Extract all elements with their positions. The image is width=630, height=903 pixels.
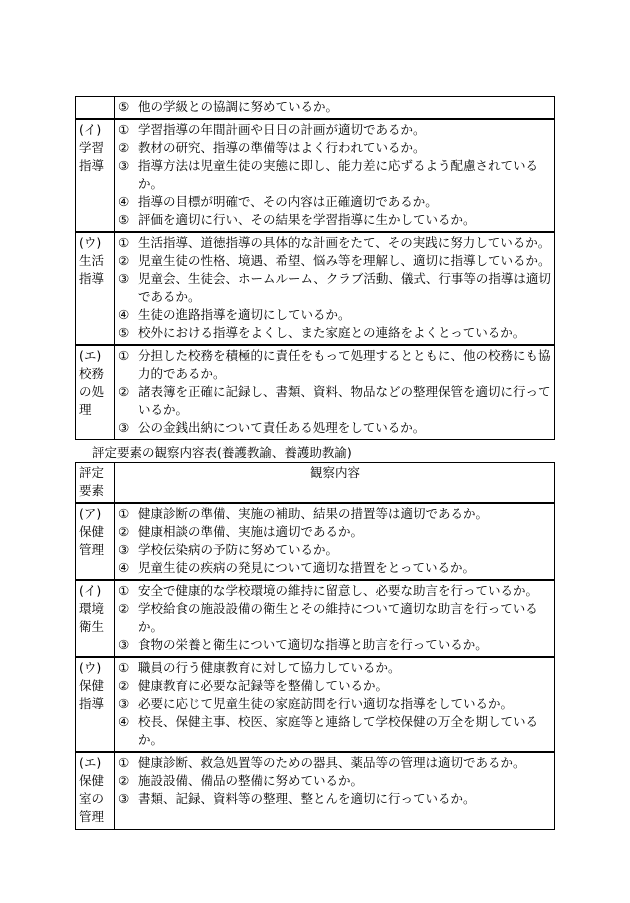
item-number: ③ [118, 791, 130, 806]
item-number: ③ [118, 158, 130, 173]
category-cell [76, 580, 115, 657]
item-text: 校長、保健主事、校医、家庭等と連絡して学校保健の万全を期しているか。 [138, 714, 539, 747]
header-row [76, 463, 555, 504]
item-number: ② [118, 678, 130, 693]
items-cell [115, 657, 555, 752]
header-line: 評定 [79, 465, 105, 480]
items-cell [115, 580, 555, 657]
item-number: ① [118, 235, 130, 250]
item-text: 教材の研究、指導の準備等はよく行われているか。 [138, 140, 426, 155]
item-number: ④ [118, 307, 130, 322]
observation-item [118, 252, 552, 270]
observation-item [118, 559, 552, 577]
category-line: (イ) [79, 583, 102, 598]
observation-item [118, 659, 552, 677]
item-text: 公の金銭出納について責任ある処理をしているか。 [138, 420, 426, 435]
observation-item [118, 636, 552, 654]
category-line: (ウ) [79, 235, 102, 250]
observation-item [118, 139, 552, 157]
items-cell [115, 752, 555, 830]
observation-item [118, 541, 552, 559]
item-text: 学習指導の年間計画や日日の計画が適切であるか。 [138, 122, 426, 137]
item-text: 諸表簿を正確に記録し、書類、資料、物品などの整理保管を適切に行っているか。 [138, 384, 551, 417]
observation-item [118, 270, 552, 306]
items-cell [115, 119, 555, 232]
category-cell [76, 752, 115, 830]
category-line: 生活 [79, 253, 105, 268]
item-number: ② [118, 253, 130, 268]
category-cell [76, 232, 115, 345]
category-cell [76, 503, 115, 580]
item-text: 施設設備、備品の整備に努めているか。 [138, 773, 364, 788]
item-number: ① [118, 122, 130, 137]
observation-item [118, 754, 552, 772]
item-number: ① [118, 755, 130, 770]
item-text: 児童生徒の性格、境遇、希望、悩み等を理解し、適切に指導しているか。 [138, 253, 551, 268]
category-line: 環境 [79, 601, 105, 616]
observation-item [118, 600, 552, 636]
item-text: 生活指導、道徳指導の具体的な計画をたて、その実践に努力しているか。 [138, 235, 551, 250]
table-row [76, 119, 555, 232]
observation-item [118, 306, 552, 324]
table-row [76, 657, 555, 752]
item-number: ⑤ [118, 325, 130, 340]
item-text: 健康診断、救急処置等のための器具、薬品等の管理は適切であるか。 [138, 755, 526, 770]
category-line: 理 [79, 402, 92, 417]
item-text: 学校給食の施設設備の衛生とその維持について適切な助言を行っているか。 [138, 601, 538, 634]
item-number: ④ [118, 714, 130, 729]
category-line: 校務 [79, 366, 105, 381]
item-number: ③ [118, 271, 130, 286]
item-text: 評価を適切に行い、その結果を学習指導に生かしているか。 [138, 212, 476, 227]
observation-table-teachers [75, 96, 555, 440]
observation-item [118, 157, 552, 193]
observation-item [118, 695, 552, 713]
item-number: ⑤ [118, 212, 130, 227]
item-number: ② [118, 524, 130, 539]
item-number: ③ [118, 420, 130, 435]
observation-item [118, 121, 552, 139]
item-text: 健康教育に必要な記録等を整備しているか。 [138, 678, 389, 693]
observation-item [118, 347, 552, 383]
observation-item [118, 234, 552, 252]
table-body [76, 463, 555, 830]
observation-item [118, 505, 552, 523]
observation-item [118, 713, 552, 749]
category-line: 管理 [79, 809, 105, 824]
category-line: (ウ) [79, 660, 102, 675]
category-line: 指導 [79, 696, 105, 711]
item-text: 書類、記録、資料等の整理、整とんを適切に行っているか。 [138, 791, 476, 806]
item-number: ② [118, 384, 130, 399]
table-row [76, 97, 555, 120]
item-number: ③ [118, 696, 130, 711]
table-row [76, 345, 555, 440]
items-cell [115, 232, 555, 345]
item-number: ③ [118, 637, 130, 652]
item-number: ① [118, 506, 130, 521]
item-number: ③ [118, 542, 130, 557]
item-text: 分担した校務を積極的に責任をもって処理するとともに、他の校務にも協力的であるか。 [138, 348, 551, 381]
category-line: (イ) [79, 122, 102, 137]
item-number: ① [118, 348, 130, 363]
observation-item [118, 419, 552, 437]
item-text: 他の学級との協調に努めているか。 [138, 99, 339, 114]
item-number: ② [118, 140, 130, 155]
category-cell [76, 345, 115, 440]
category-line: 室の [79, 791, 105, 806]
header-category [76, 463, 115, 504]
category-line: (エ) [79, 755, 102, 770]
observation-item [118, 211, 552, 229]
category-line: 管理 [79, 542, 105, 557]
items-cell [115, 503, 555, 580]
observation-table-nurse-teachers [75, 462, 555, 830]
item-text: 食物の栄養と衛生について適切な指導と助言を行っているか。 [138, 637, 488, 652]
item-text: 必要に応じて児童生徒の家庭訪問を行い適切な指導をしているか。 [138, 696, 514, 711]
category-line: 指導 [79, 271, 105, 286]
item-text: 指導の目標が明確で、その内容は正確適切であるか。 [138, 194, 438, 209]
observation-item [118, 98, 552, 116]
observation-item [118, 383, 552, 419]
category-cell [76, 119, 115, 232]
item-number: ② [118, 773, 130, 788]
header-line: 要素 [79, 483, 105, 498]
observation-item [118, 324, 552, 342]
item-number: ① [118, 660, 130, 675]
category-cell [76, 97, 115, 120]
item-text: 健康相談の準備、実施は適切であるか。 [138, 524, 364, 539]
table-row [76, 503, 555, 580]
item-text: 児童会、生徒会、ホームルーム、クラブ活動、儀式、行事等の指導は適切であるか。 [138, 271, 551, 304]
item-number: ④ [118, 560, 130, 575]
table-row [76, 580, 555, 657]
item-text: 校外における指導をよくし、また家庭との連絡をよくとっているか。 [138, 325, 526, 340]
category-line: 学習 [79, 140, 105, 155]
observation-item [118, 772, 552, 790]
item-text: 指導方法は児童生徒の実態に即し、能力差に応ずるよう配慮されているか。 [138, 158, 539, 191]
item-number: ② [118, 601, 130, 616]
item-text: 職員の行う健康教育に対して協力しているか。 [138, 660, 401, 675]
observation-item [118, 193, 552, 211]
category-line: 指導 [79, 158, 105, 173]
item-number: ① [118, 583, 130, 598]
header-content: 観察内容 [115, 463, 555, 504]
observation-item [118, 790, 552, 808]
category-line: 保健 [79, 524, 105, 539]
table-body [76, 97, 555, 440]
observation-item [118, 523, 552, 541]
item-text: 生徒の進路指導を適切にしているか。 [138, 307, 351, 322]
category-line: (エ) [79, 348, 102, 363]
item-number: ⑤ [118, 99, 130, 114]
item-number: ④ [118, 194, 130, 209]
table-caption: 評定要素の観察内容表(養護教諭、養護助教諭) [92, 445, 352, 460]
category-line: 保健 [79, 773, 105, 788]
observation-item [118, 582, 552, 600]
items-cell [115, 345, 555, 440]
category-line: 衛生 [79, 619, 105, 634]
items-cell [115, 97, 555, 120]
category-cell [76, 657, 115, 752]
observation-item [118, 677, 552, 695]
item-text: 学校伝染病の予防に努めているか。 [138, 542, 339, 557]
item-text: 児童生徒の疾病の発見について適切な措置をとっているか。 [138, 560, 476, 575]
table-row [76, 752, 555, 830]
item-text: 健康診断の準備、実施の補助、結果の措置等は適切であるか。 [138, 506, 489, 521]
category-line: (ア) [79, 506, 102, 521]
item-text: 安全で健康的な学校環境の維持に留意し、必要な助言を行っているか。 [138, 583, 539, 598]
category-line: の処 [79, 384, 105, 399]
category-line: 保健 [79, 678, 105, 693]
table-row [76, 232, 555, 345]
